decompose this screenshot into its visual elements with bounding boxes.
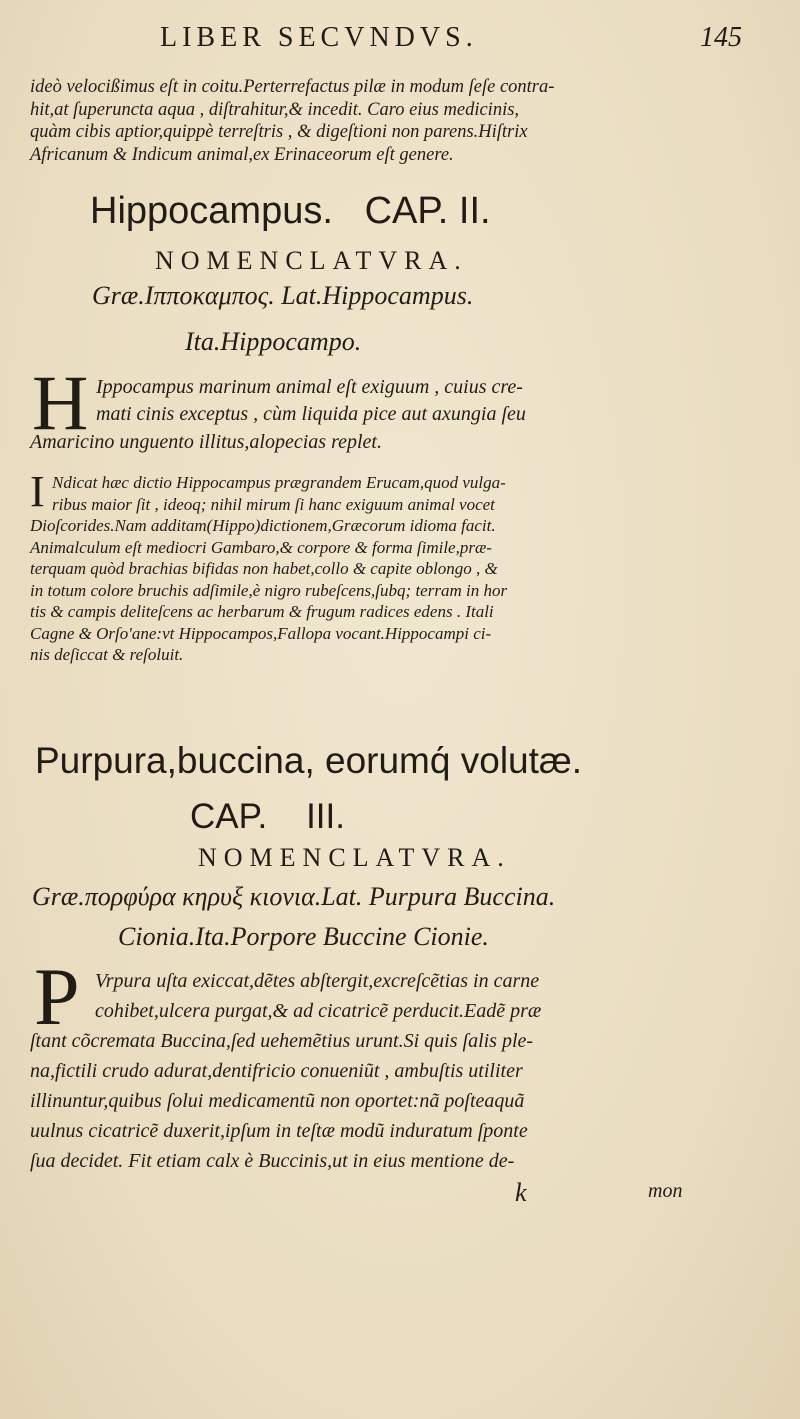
chapter-paragraph [30,429,720,456]
initial-letter: I [30,467,45,516]
chapter-paragraph [95,966,707,1026]
drop-cap: P [34,951,80,1042]
text-line: tis & campis deliteſcens ac herbarum & frugum radices edens . Itali [30,602,494,621]
names-line: Cionia.Ita.Porpore Buccine Cionie. [118,922,489,951]
chapter-paragraph [96,374,708,428]
chapter-title: Purpura,buccina, eorumq́ volutæ. [35,740,583,781]
page-number: 145 [700,22,742,53]
running-head: LIBER SECVNDVS. [160,22,478,53]
text-line: mati cinis exceptus , cùm liquida pice aut axungia ſeu [96,403,526,425]
intro-paragraph [30,76,720,166]
text-line: ideò velocißimus eſt in coitu.Perterrefactus pilæ in modum ſeſe contra- [30,77,555,97]
text-line: illinuntur,quibus ſolui medicamentũ non oportet:nã poſteaquã [30,1090,525,1112]
text-line: quàm cibis aptior,quippè terreſtris , & digeſtioni non parens.Hiſtrix [30,122,528,142]
signature-mark: k [515,1178,527,1207]
text-line: ribus maior ſit , ideoq; nihil mirum ſi hanc exiguum animal vocet [52,494,495,514]
chapter-paragraph [30,1026,720,1176]
text-line: Cagne & Orſo'ane:vt Hippocampos,Fallopa vocant.Hippocampi ci- [30,623,492,643]
chapter-paragraph [30,515,720,666]
nomenclatura-heading: NOMENCLATVRA. [198,843,511,872]
text-line: na,fictili crudo adurat,dentifricio conueniũt , ambuſtis utiliter [30,1060,523,1082]
text-line: Animalculum eſt mediocri Gambaro,& corpore & forma ſimile,præ- [30,537,492,557]
text-line: cohibet,ulcera purgat,& ad cicatricẽ perducit.Eadẽ præ [95,1000,542,1022]
text-line: Amaricino unguento illitus,alopecias replet. [30,431,382,453]
names-line: Ita.Hippocampo. [185,327,362,356]
text-line: in totum colore bruchis adſimile,è nigro rubeſcens,ſubq; terram in hor [30,580,508,600]
text-line: Ndicat hæc dictio Hippocampus prægrandem Erucam,quod vulga- [52,473,506,492]
text-line: nis deſiccat & reſoluit. [30,645,184,664]
chapter-title: Hippocampus. CAP. II. [90,190,491,232]
text-line: Africanum & Indicum animal,ex Erinaceorum eſt genere. [30,144,454,165]
text-line: hit,at ſuperuncta aqua , diſtrahitur,& incedit. Caro eius medicinis, [30,99,520,120]
text-line: Vrpura uſta exiccat,dẽtes abſtergit,excreſcẽtias in carne [95,970,540,992]
drop-cap: H [32,359,89,446]
text-line: Ippocampus marinum animal eſt exiguum , cuius cre- [96,376,523,398]
chapter-paragraph [52,472,712,515]
text-line: ſua decidet. Fit etiam calx è Buccinis,ut in eius mentione de- [30,1150,515,1172]
catchword: mon [648,1180,683,1202]
text-line: Dioſcorides.Nam additam(Hippo)dictionem,Græcorum idioma facit. [30,516,496,535]
names-line: Græ.Ιπποκαμπος. Lat.Hippocampus. [92,281,474,310]
nomenclatura-heading: NOMENCLATVRA. [155,246,468,275]
chapter-number: CAP. III. [190,797,345,836]
text-line: ſtant cõcremata Buccina,ſed uehemẽtius urunt.Si quis ſalis ple- [30,1030,534,1052]
text-line: uulnus cicatricẽ duxerit,ipſum in teſtæ modũ induratum ſponte [30,1120,528,1142]
names-line: Græ.πορφύρα κηρυξ κιονια.Lat. Purpura Buccina. [32,882,556,911]
text-line: terquam quòd brachias bifidas non habet,collo & capite oblongo , & [30,559,498,578]
page-header [0,22,800,62]
